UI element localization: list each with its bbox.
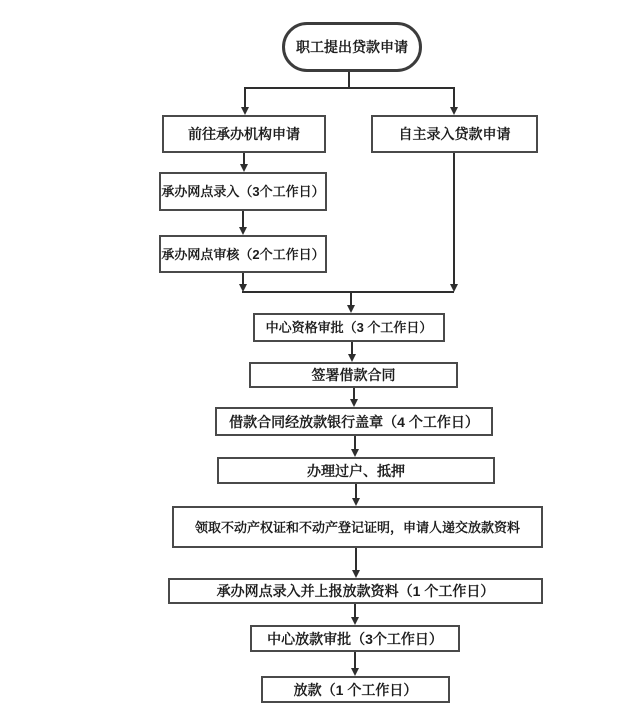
flow-node-sign-loan-contract <box>249 362 458 388</box>
flow-node-center-loan-approval <box>250 625 460 652</box>
arrowhead-to-center-qualification <box>347 305 355 313</box>
connector-merge-to-center-qualification <box>350 292 352 306</box>
flow-node-branch-submit-loan-materials <box>168 578 543 604</box>
connector-split-to-self-entry <box>453 88 455 108</box>
arrowhead-to-transfer-mortgage <box>351 449 359 457</box>
arrowhead-to-disbursement <box>351 668 359 676</box>
flow-node-start <box>282 22 422 72</box>
arrowhead-to-apply-at-agency <box>241 107 249 115</box>
flow-node-branch-submit-loan-materials-label: 承办网点录入并上报放款资料（1 个工作日） <box>216 583 495 599</box>
flow-node-branch-review <box>159 235 327 273</box>
flow-node-collect-certificates-label: 领取不动产权证和不动产登记证明，申请人递交放款资料 <box>194 519 520 535</box>
flow-node-branch-review-label: 承办网点审核（2个工作日） <box>161 246 325 262</box>
flow-node-bank-stamp-contract <box>215 407 493 436</box>
flow-node-disbursement <box>261 676 450 703</box>
arrowhead-to-bank-stamp <box>350 399 358 407</box>
arrowhead-to-collect-certificates <box>352 498 360 506</box>
connector-submit-to-loan-approval <box>354 604 356 618</box>
connector-split-bar <box>244 87 455 89</box>
flow-node-self-entry-label: 自主录入贷款申请 <box>398 126 511 142</box>
connector-approval-to-disbursement <box>354 652 356 669</box>
arrowhead-to-sign-contract <box>348 354 356 362</box>
connector-transfer-to-collect <box>355 484 357 499</box>
connector-start-stem <box>348 72 350 88</box>
flow-node-collect-certificates <box>172 506 543 548</box>
flow-node-branch-entry-label: 承办网点录入（3个工作日） <box>161 184 325 199</box>
arrowhead-to-submit-materials <box>352 570 360 578</box>
flow-node-center-loan-approval-label: 中心放款审批（3个工作日） <box>267 630 443 647</box>
flow-node-apply-at-agency-label: 前往承办机构申请 <box>188 126 300 142</box>
flow-node-bank-stamp-contract-label: 借款合同经放款银行盖章（4 个工作日） <box>229 413 479 430</box>
connector-branch-entry-to-review <box>242 211 244 228</box>
flow-node-apply-at-agency <box>162 115 326 153</box>
connector-bank-stamp-to-transfer <box>354 436 356 450</box>
arrowhead-to-self-entry <box>450 107 458 115</box>
flow-node-transfer-and-mortgage-label: 办理过户、抵押 <box>307 462 405 479</box>
flow-node-disbursement-label: 放款（1 个工作日） <box>293 681 418 698</box>
connector-self-entry-to-merge <box>453 153 455 285</box>
flow-node-center-qualification-approval <box>253 313 445 342</box>
flow-node-transfer-and-mortgage <box>217 457 495 484</box>
arrowhead-to-center-loan-approval <box>351 617 359 625</box>
flow-node-sign-loan-contract-label: 签署借款合同 <box>311 367 396 383</box>
connector-collect-to-submit <box>355 548 357 571</box>
flow-node-self-entry <box>371 115 538 153</box>
connector-split-to-apply-at-agency <box>244 88 246 108</box>
flow-node-branch-entry <box>159 172 327 211</box>
flow-node-start-label: 职工提出贷款申请 <box>296 39 408 55</box>
flow-node-center-qualification-approval-label: 中心资格审批（3 个工作日） <box>265 320 433 335</box>
connector-merge-bar <box>242 291 454 293</box>
arrowhead-to-branch-entry <box>240 164 248 172</box>
arrowhead-to-branch-review <box>239 227 247 235</box>
